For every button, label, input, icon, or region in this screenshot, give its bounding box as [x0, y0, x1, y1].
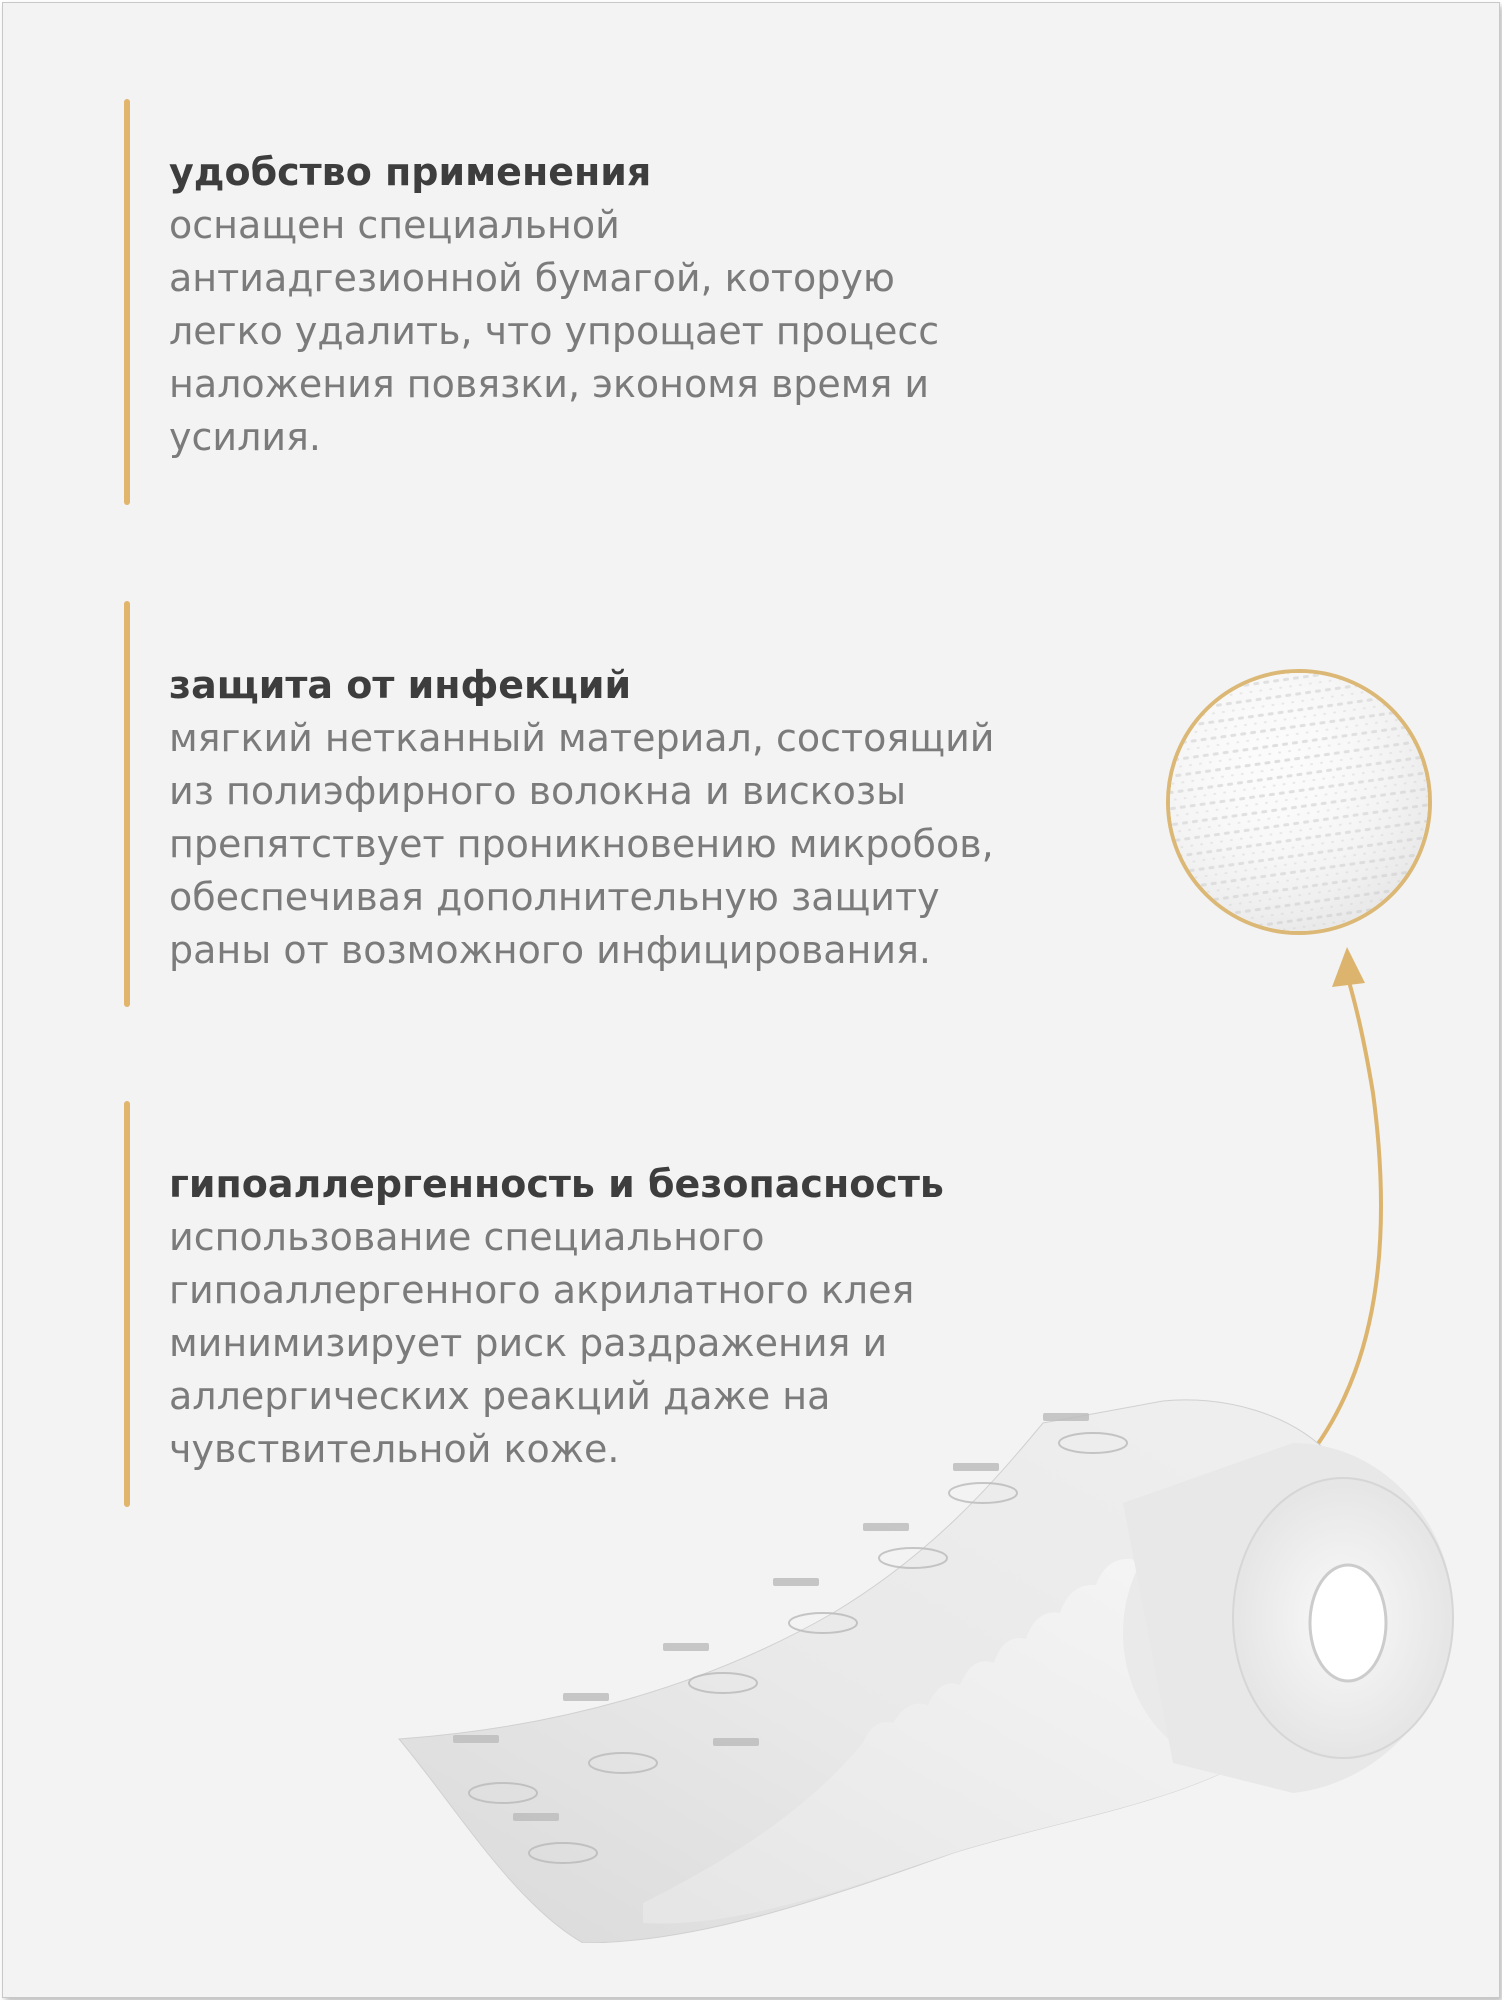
product-feature-card: [2, 2, 1500, 1998]
feature-description: использование специального гипоаллергенного акрилатного клея минимизирует риск раздражения и аллергических реакций даже на чувствительной коже.: [169, 1215, 915, 1471]
feature-title: защита от инфекций: [169, 663, 632, 707]
feature-description: оснащен специальной антиадгезионной бумагой, которую легко удалить, что упрощает процесс наложения повязки, экономя время и усилия.: [169, 203, 940, 459]
feature-title: удобство применения: [169, 150, 652, 194]
feature-title: гипоаллергенность и безопасность: [169, 1162, 944, 1206]
bandage-roll-image: [393, 1383, 1473, 1943]
feature-description: мягкий нетканный материал, состоящий из полиэфирного волокна и вискозы препятствует проникновению микробов, обеспечивая дополнительную защиту раны от возможного инфицирования.: [169, 716, 995, 972]
